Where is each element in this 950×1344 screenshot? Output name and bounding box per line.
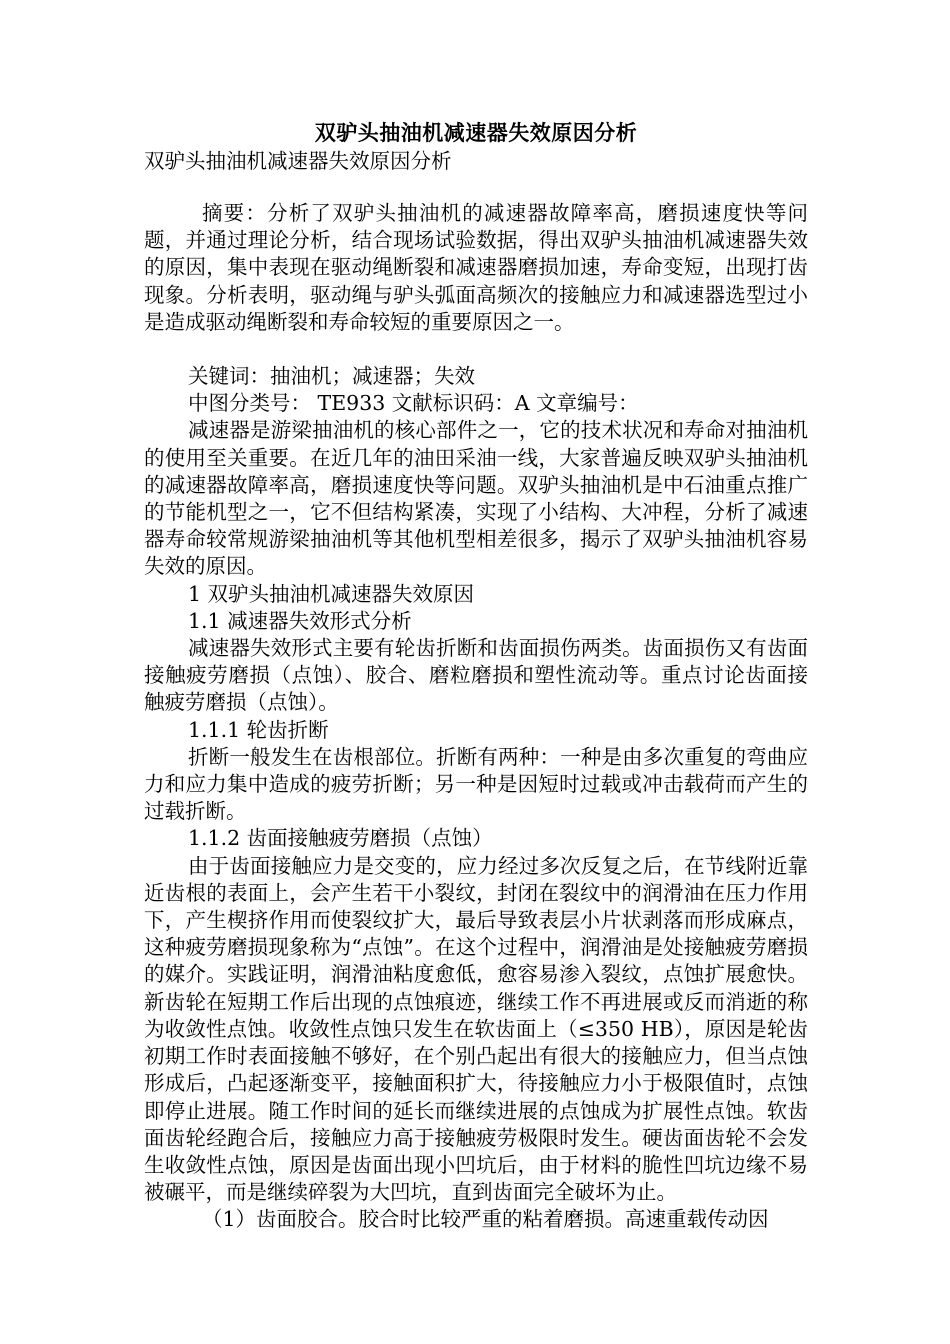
document-title: 双驴头抽油机减速器失效原因分析 <box>314 120 638 145</box>
section-heading-1: 1 双驴头抽油机减速器失效原因 <box>188 581 475 606</box>
section-1-1-paragraph: 减速器失效形式主要有轮齿折断和齿面损伤两类。齿面损伤又有齿面接触疲劳磨损（点蚀）、胶合、磨粒磨损和塑性流动等。重点讨论齿面接触疲劳磨损（点蚀）。 <box>144 636 808 715</box>
classification-line: 中图分类号： TE933 文献标识码：A 文章编号： <box>188 391 639 416</box>
keywords-line: 关键词：抽油机；减速器；失效 <box>188 364 475 389</box>
section-heading-1-1: 1.1 减速器失效形式分析 <box>188 608 412 633</box>
section-1-1-1-paragraph: 折断一般发生在齿根部位。折断有两种：一种是由多次重复的弯曲应力和应力集中造成的疲劳折断；另一种是因短时过载或冲击载荷而产生的过载折断。 <box>144 744 808 824</box>
list-item-1: （1）齿面胶合。胶合时比较严重的粘着磨损。高速重载传动因 <box>202 1207 769 1232</box>
intro-paragraph: 减速器是游梁抽油机的核心部件之一，它的技术状况和寿命对抽油机的使用至关重要。在近几年的油田采油一线，大家普遍反映双驴头抽油机的减速器故障率高，磨损速度快等问题。双驴头抽油机是中石油重点推广的节能机型之一，它不但结构紧凑，实现了小结构、大冲程，分析了减速器寿命较常规游梁抽油机等其他机型相差很多，揭示了双驴头抽油机容易失效的原因。 <box>144 418 808 579</box>
section-heading-1-1-2: 1.1.2 齿面接触疲劳磨损（点蚀） <box>188 826 493 851</box>
document-page <box>144 118 808 1234</box>
abstract-paragraph: 摘要：分析了双驴头抽油机的减速器故障率高，磨损速度快等问题，并通过理论分析，结合现场试验数据，得出双驴头抽油机减速器失效的原因，集中表现在驱动绳断裂和减速器磨损加速，寿命变短，出现打齿现象。分析表明，驱动绳与驴头弧面高频次的接触应力和减速器选型过小是造成驱动绳断裂和寿命较短的重要原因之一。 <box>144 201 808 334</box>
section-heading-1-1-1: 1.1.1 轮齿折断 <box>188 717 329 742</box>
spacer <box>144 336 808 363</box>
section-1-1-2-paragraph: 由于齿面接触应力是交变的，应力经过多次反复之后，在节线附近靠近齿根的表面上，会产生若干小裂纹，封闭在裂纹中的润滑油在压力作用下，产生楔挤作用而使裂纹扩大，最后导致表层小片状剥落而形成麻点，这种疲劳磨损现象称为“点蚀”。在这个过程中，润滑油是处接触疲劳磨损的媒介。实践证明，润滑油粘度愈低，愈容易渗入裂纹，点蚀扩展愈快。新齿轮在短期工作后出现的点蚀痕迹，继续工作不再进展或反而消逝的称为收敛性点蚀。收敛性点蚀只发生在软齿面上（≤350 HB），原因是轮齿初期工作时表面接触不够好，在个别凸起出有很大的接触应力，但当点蚀形成后，凸起逐渐变平，接触面积扩大，待接触应力小于极限值时，点蚀即停止进展。随工作时间的延长而继续进展的点蚀成为扩展性点蚀。软齿面齿轮经跑合后，接触应力高于接触疲劳极限时发生。硬齿面齿轮不会发生收敛性点蚀，原因是齿面出现小凹坑后，由于材料的脆性凹坑边缘不易被碾平，而是继续碎裂为大凹坑，直到齿面完全破坏为止。 <box>144 853 808 1205</box>
document-subtitle: 双驴头抽油机减速器失效原因分析 <box>144 149 452 173</box>
